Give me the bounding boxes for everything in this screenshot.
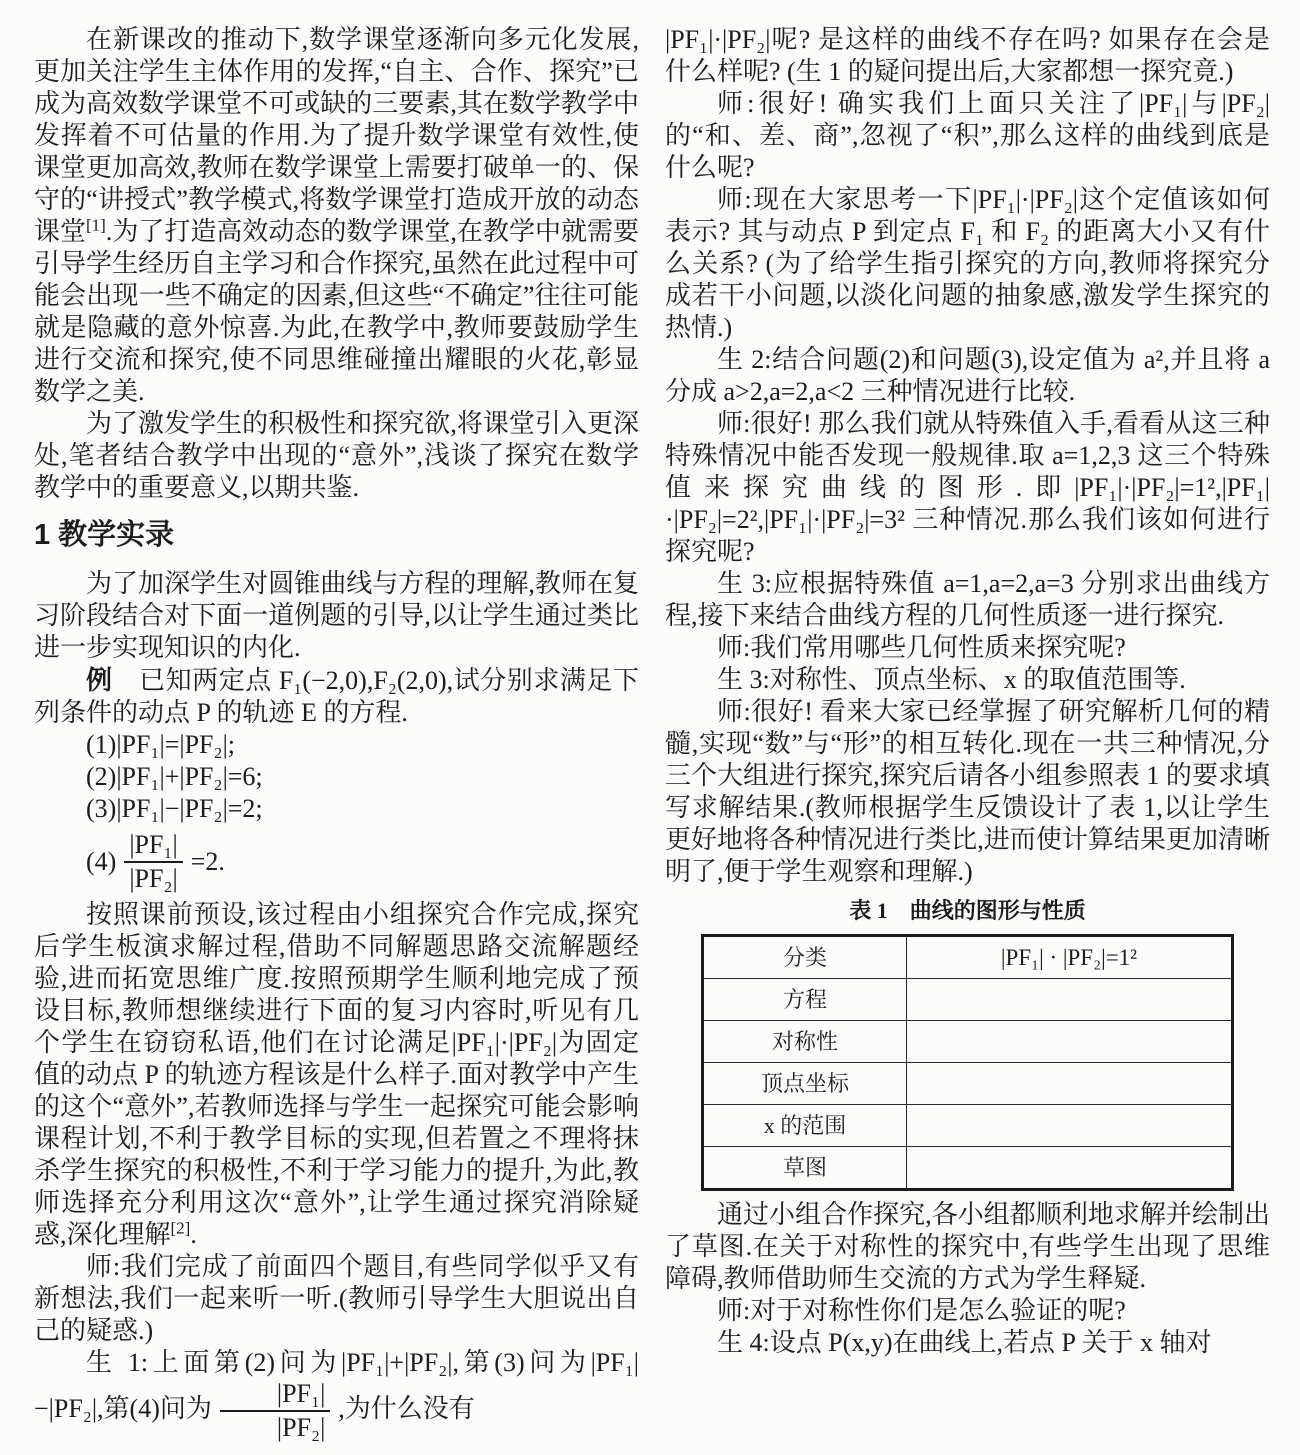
teacher-line-3: 师:现在大家思考一下|PF₁|·|PF₂|这个定值该如何表示? 其与动点 P 到定点 F₁ 和 F₂ 的距离大小又有什么关系? (为了给学生指引探究的方向,教师将探究分成若干小问题,以淡化问题的抽象感,激发学生探究的热情.) — [665, 185, 1270, 342]
table-1 — [701, 934, 1234, 1191]
narrative-after-table: 通过小组合作探究,各小组都顺利地求解并绘制出了草图.在关于对称性的探究中,有些学生出现了思维障碍,教师借助师生交流的方式为学生释疑. — [665, 1200, 1270, 1293]
table-row-label: 方程 — [703, 979, 907, 1021]
table-1-caption — [665, 896, 1270, 926]
fraction-numerator: |PF₁| — [220, 1379, 330, 1412]
table-1-caption-title: 曲线的图形与性质 — [909, 898, 1086, 923]
intro-paragraph-1 — [34, 24, 639, 408]
condition-1: (1)|PF₁|=|PF₂|; — [86, 730, 235, 759]
condition-4 — [86, 830, 639, 894]
student-1-line-after: ,为什么没有 — [338, 1393, 475, 1423]
student-1-line-before: 生 1:上面第(2)问为|PF₁|+|PF₂|,第(3)问为|PF₁|−|PF₂|,第(4)问为 — [34, 1348, 639, 1423]
teacher-line-1: 师:我们完成了前面四个题目,有些同学似乎又有新想法,我们一起来听一听.(教师引导学生大胆说出自己的疑惑.) — [34, 1252, 639, 1345]
condition-4-label: (4) — [86, 847, 117, 876]
section-1-heading: 1 教学实录 — [34, 519, 175, 551]
student-1-line — [34, 1347, 639, 1443]
table-row-value — [907, 979, 1233, 1021]
example-label: 例 — [86, 665, 113, 695]
student-3-line-2: 生 3:对称性、顶点坐标、x 的取值范围等. — [717, 665, 1186, 694]
classroom-narrative-text: 按照课前预设,该过程由小组探究合作完成,探究后学生板演求解过程,借助不同解题思路交流解题经验,进而拓宽思维广度.按照预期学生顺利地完成了预设目标,教师想继续进行下面的复习内容时,听见有几个学生在窃窃私语,他们在讨论满足|PF₁|·|PF₂|为固定值的动点 P 的轨迹方程该是什么样子.面对教学中产生的这个“意外”,若教师选择与学生一起探究可能会影响课程计划,不利于教学目标的实现,但若置之不理将抹杀学生探究的积极性,不利于学习能力的提升,为此,教师选择充分利用这次“意外”,让学生通过探究消除疑惑,深化理解 — [34, 900, 639, 1249]
table-row-value — [907, 1021, 1233, 1063]
table-row — [703, 1021, 1233, 1063]
student-3-line: 生 3:应根据特殊值 a=1,a=2,a=3 分别求出曲线方程,接下来结合曲线方程的几何性质逐一进行探究. — [665, 569, 1270, 630]
table-row — [703, 1105, 1233, 1147]
table-row — [703, 936, 1233, 979]
teacher-line-4: 师:很好! 那么我们就从特殊值入手,看看从这三种特殊情况中能否发现一般规律.取 a=1,2,3 这三个特殊值来探究曲线的图形.即|PF₁|·|PF₂|=1²,|PF₁|·|PF₂|=2²,|PF₁|·|PF₂|=3² 三种情况.那么我们该如何进行探究呢? — [665, 409, 1270, 566]
condition-4-fraction — [124, 830, 182, 894]
table-row-value — [907, 1063, 1233, 1105]
section-lead-paragraph: 为了加深学生对圆锥曲线与方程的理解,教师在复习阶段结合对下面一道例题的引导,以让学生通过类比进一步实现知识的内化. — [34, 569, 639, 662]
table-row — [703, 1147, 1233, 1190]
table-row — [703, 979, 1233, 1021]
table-row-label: 对称性 — [703, 1021, 907, 1063]
teacher-line-2: 师:很好! 确实我们上面只关注了|PF₁|与|PF₂|的“和、差、商”,忽视了“积”,那么这样的曲线到底是什么呢? — [665, 89, 1270, 182]
teacher-line-7: 师:对于对称性你们是怎么验证的呢? — [717, 1296, 1126, 1325]
table-row-label: 顶点坐标 — [703, 1063, 907, 1105]
classroom-narrative-end: . — [190, 1220, 197, 1249]
example-text: 已知两定点 F₁(−2,0),F₂(2,0),试分别求满足下列条件的动点 P 的轨迹 E 的方程. — [34, 666, 639, 727]
citation-ref-1: [1] — [86, 215, 106, 235]
table-row-label: 分类 — [703, 936, 907, 979]
left-column — [34, 24, 639, 1455]
citation-ref-2: [2] — [170, 1218, 191, 1238]
student-1-fraction — [220, 1379, 330, 1443]
condition-4-rhs: =2. — [190, 847, 225, 876]
example-statement — [34, 664, 639, 729]
table-row-label: 草图 — [703, 1147, 907, 1190]
condition-2: (2)|PF₁|+|PF₂|=6; — [86, 762, 263, 791]
condition-3: (3)|PF₁|−|PF₂|=2; — [86, 794, 263, 823]
fraction-denominator: |PF₂| — [129, 864, 178, 893]
fraction-numerator: |PF₁| — [124, 830, 182, 863]
intro-paragraph-2: 为了激发学生的积极性和探究欲,将课堂引入更深处,笔者结合教学中出现的“意外”,浅谈了探究在数学教学中的重要意义,以期共鉴. — [34, 409, 639, 502]
teacher-line-5: 师:我们常用哪些几何性质来探究呢? — [717, 633, 1126, 662]
classroom-narrative — [34, 899, 639, 1251]
table-row-value — [907, 1105, 1233, 1147]
student-2-line: 生 2:结合问题(2)和问题(3),设定值为 a²,并且将 a 分成 a>2,a=2,a<2 三种情况进行比较. — [665, 345, 1270, 406]
table-row-value: |PF₁| · |PF₂|=1² — [907, 936, 1233, 979]
student-1-continuation: |PF₁|·|PF₂|呢? 是这样的曲线不存在吗? 如果存在会是什么样呢? (生 1 的疑问提出后,大家都想一探究竟.) — [665, 25, 1270, 86]
table-row-label: x 的范围 — [703, 1105, 907, 1147]
teacher-line-6: 师:很好! 看来大家已经掌握了研究解析几何的精髓,实现“数”与“形”的相互转化.现在一共三种情况,分三个大组进行探究,探究后请各小组参照表 1 的要求填写求解结果.(教师根据学生反馈设计了表 1,以让学生更好地将各种情况进行类比,进而使计算结果更加清晰明了,便于学生观察和理解.) — [665, 697, 1270, 886]
intro-paragraph-1-cont: .为了打造高效动态的数学课堂,在教学中就需要引导学生经历自主学习和合作探究,虽然在此过程中可能会出现一些不确定的因素,但这些“不确定”往往可能就是隐藏的意外惊喜.为此,在教学中,教师要鼓励学生进行交流和探究,使不同思维碰撞出耀眼的火花,彰显数学之美. — [34, 217, 639, 406]
table-row — [703, 1063, 1233, 1105]
intro-paragraph-1-text: 在新课改的推动下,数学课堂逐渐向多元化发展,更加关注学生主体作用的发挥,“自主、合作、探究”已成为高效数学课堂不可或缺的三要素,其在数学教学中发挥着不可估量的作用.为了提升数学课堂有效性,使课堂更加高效,教师在数学课堂上需要打破单一的、保守的“讲授式”教学模式,将数学课堂打造成开放的动态课堂 — [34, 25, 639, 246]
right-column — [665, 24, 1270, 1455]
student-4-line: 生 4:设点 P(x,y)在曲线上,若点 P 关于 x 轴对 — [717, 1328, 1212, 1357]
table-row-value — [907, 1147, 1233, 1190]
table-1-caption-label: 表 1 — [849, 898, 888, 923]
fraction-denominator: |PF₂| — [276, 1413, 326, 1442]
